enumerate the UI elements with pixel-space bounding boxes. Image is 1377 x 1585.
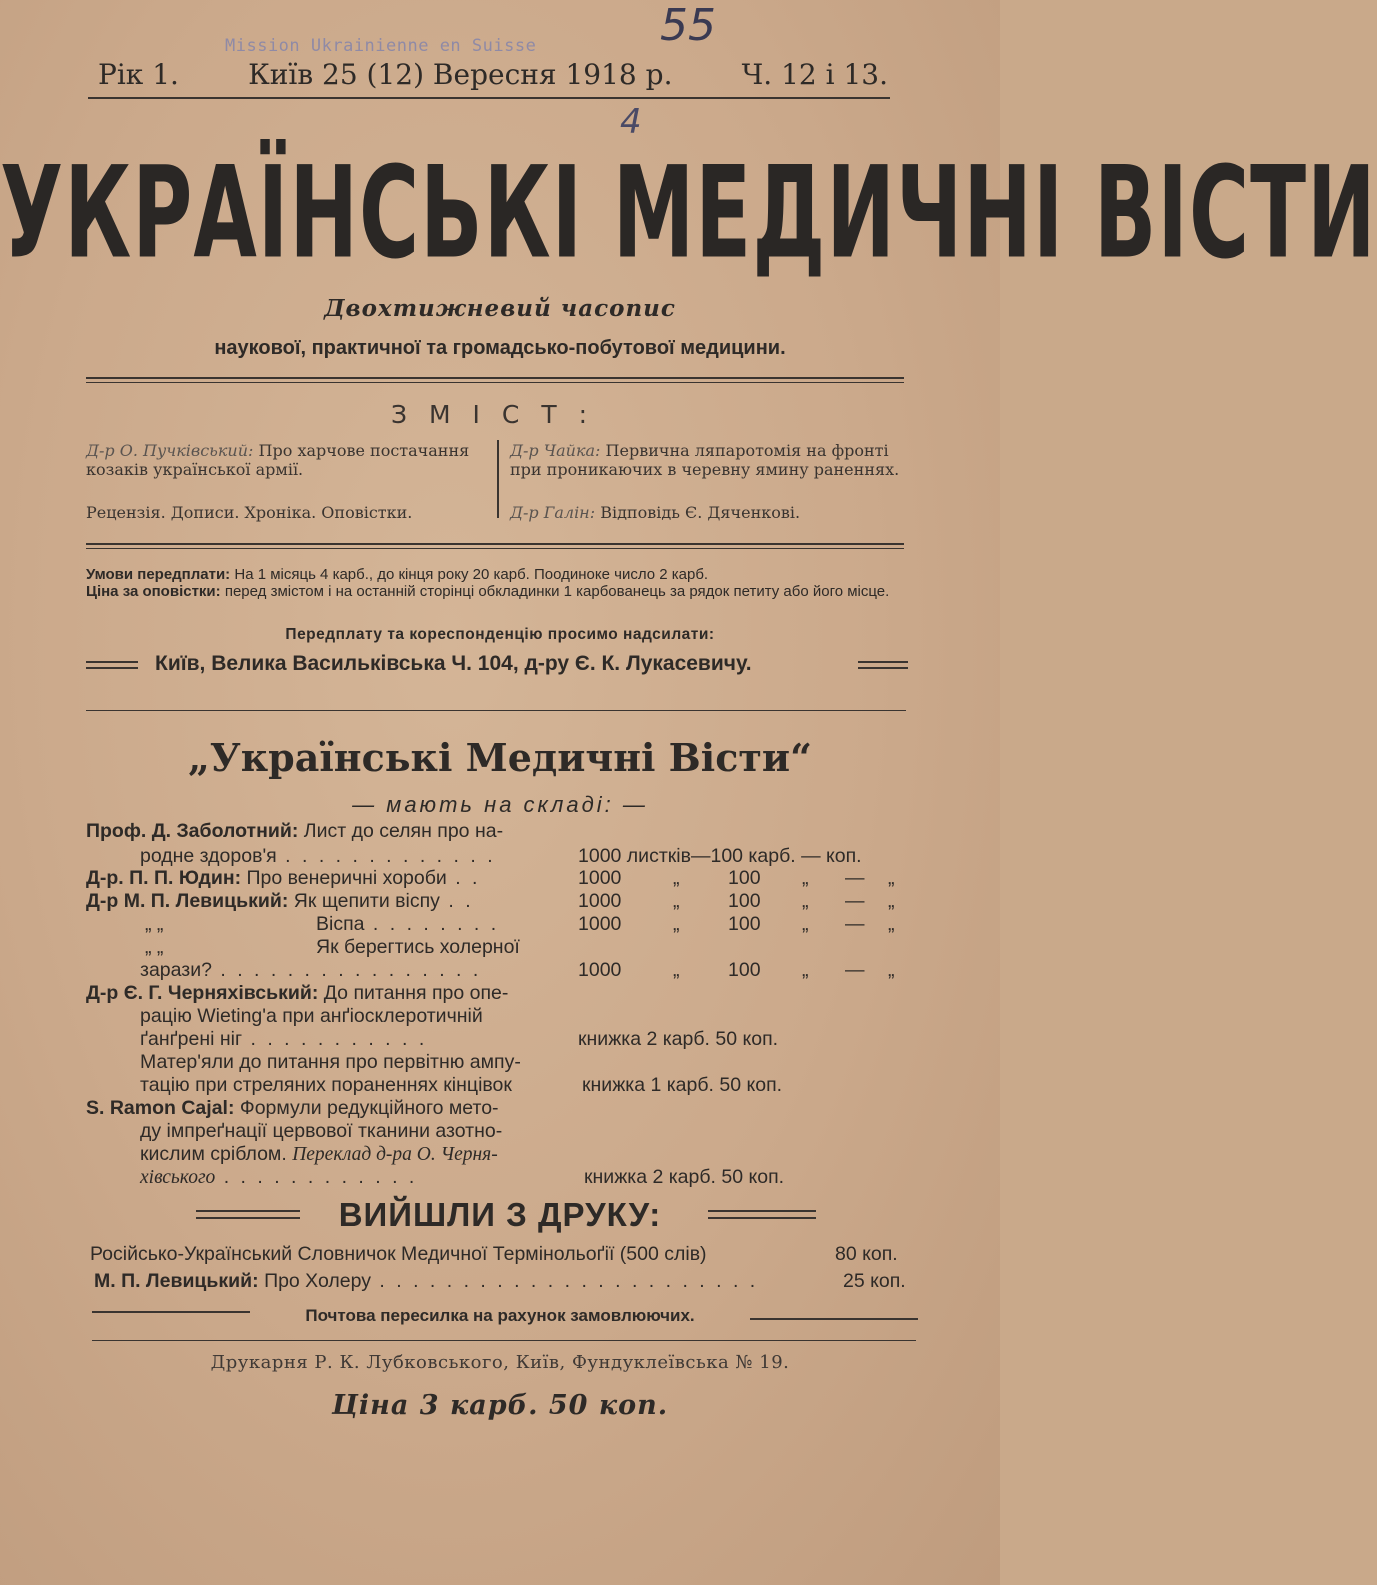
item-title: Як берегтись холерної	[316, 936, 520, 958]
ditto-mark: „	[673, 959, 680, 981]
ditto-mark: „	[888, 890, 895, 912]
divider	[858, 661, 908, 663]
dash: —	[845, 913, 865, 935]
item-title: Лист до селян про на-	[303, 820, 504, 842]
issue-year: Рік 1.	[98, 58, 179, 91]
ditto-mark: „	[802, 867, 809, 889]
dash: —	[845, 890, 865, 912]
item-title: тацію при стреляних пораненнях кінцівок	[140, 1074, 512, 1096]
catalogue-item	[145, 936, 163, 959]
ditto-mark: „	[802, 959, 809, 981]
masthead-title: УКРАЇНСЬКІ МЕДИЧНІ ВІСТИ	[0, 140, 1377, 288]
item-translator: хівського	[140, 1167, 216, 1188]
item-author: S. Ramon Cajal:	[86, 1097, 235, 1119]
printer-imprint: Друкарня Р. К. Лубковського, Київ, Фундуклеївська № 19.	[210, 1352, 790, 1373]
divider	[86, 710, 906, 711]
ads-text: перед змістом і на останній сторінці обкладинки 1 карбованець за рядок петиту або його місце.	[224, 583, 890, 600]
catalogue-item	[145, 913, 163, 936]
item-quantity: 1000	[578, 959, 622, 981]
catalogue-item-line: хівського . . . . . . . . . . . .	[140, 1166, 418, 1188]
divider	[86, 382, 904, 383]
ditto-mark: „	[888, 867, 895, 889]
catalogue-item-line: ґанґрені ніг . . . . . . . . . . .	[140, 1028, 428, 1050]
toc-title: Рецензія. Дописи. Хроніка. Оповістки.	[86, 503, 413, 522]
subscription-terms	[86, 566, 912, 600]
item-author: Д-р М. П. Левицький:	[86, 890, 289, 912]
editor-address: Київ, Велика Васильківська Ч. 104, д-ру Є. К. Лукасевичу.	[155, 652, 752, 675]
catalogue-item-line	[140, 1143, 498, 1166]
item-price: книжка 1 карб. 50 коп.	[582, 1074, 783, 1096]
ads-label: Ціна за оповістки:	[86, 583, 221, 600]
item-author: Д-р Є. Г. Черняхівський:	[86, 982, 319, 1004]
item-title: До питання про опе-	[323, 982, 509, 1004]
item-price: книжка 2 карб. 50 коп.	[578, 1028, 779, 1050]
ditto-mark: „	[888, 913, 895, 935]
item-author: Д-р. П. П. Юдин:	[86, 867, 242, 889]
catalogue-item: Д-р. П. П. Юдин: Про венеричні хороби . .	[86, 867, 481, 889]
handwritten-number: 55	[660, 0, 716, 51]
item-title: ду імпреґнації цервової тканини азотно-	[140, 1120, 503, 1142]
catalogue-item-line: Віспа . . . . . . . .	[316, 913, 500, 935]
catalogue-item	[86, 982, 508, 1005]
catalogue-item-line: зарази? . . . . . . . . . . . . . . . .	[140, 959, 482, 981]
handwritten-mark: 4	[620, 102, 642, 142]
ditto-mark: „	[888, 959, 895, 981]
item-translator: Переклад д-ра О. Черня-	[292, 1144, 498, 1165]
toc-author: Д-р Галін:	[510, 503, 596, 522]
item-price: 100	[728, 959, 761, 981]
item-title: Формули редукційного мето-	[239, 1097, 499, 1119]
ditto-mark: „	[673, 890, 680, 912]
toc-title: Про харчове постачання козаків української армії.	[86, 441, 470, 479]
item-author: „ „	[145, 913, 164, 935]
item-title: Віспа	[316, 913, 365, 935]
toc-author: Д-р О. Пучківський:	[86, 441, 254, 460]
item-price: 100	[728, 890, 761, 912]
item-quantity: 1000	[578, 913, 622, 935]
issue-place-date: Київ 25 (12) Вересня 1918 р.	[248, 58, 673, 91]
divider	[86, 667, 138, 669]
published-item	[90, 1243, 707, 1266]
postal-note: Почтова пересилка на рахунок замовлюючих.	[305, 1306, 695, 1325]
subtitle-topics: наукової, практичної та громадсько-побутової медицини.	[214, 337, 786, 359]
contents-heading: ЗМІСТ:	[390, 400, 610, 429]
issue-line	[98, 58, 888, 91]
item-price: 100	[728, 913, 761, 935]
item-title: кислим сріблом.	[140, 1143, 287, 1165]
item-quantity: 1000 листків—100 карб. — коп.	[578, 845, 862, 867]
send-instructions: Передплату та кореспонденцію просимо надсилати:	[285, 626, 715, 643]
subtitle-periodical: Двохтижневий часопис	[324, 295, 676, 322]
toc-author: Д-р Чайка:	[510, 441, 601, 460]
published-price: 80 коп.	[835, 1243, 898, 1265]
catalogue-item-line	[316, 936, 520, 959]
item-title: ґанґрені ніг	[140, 1028, 243, 1050]
divider	[858, 667, 908, 669]
divider	[708, 1217, 816, 1219]
toc-entry	[510, 503, 905, 522]
toc-entry	[510, 441, 905, 479]
published-title: Про Холеру	[264, 1270, 371, 1292]
ditto-mark: „	[802, 890, 809, 912]
terms-text: На 1 місяць 4 карб., до кінця року 20 карб. Поодиноке число 2 карб.	[234, 566, 709, 583]
ditto-mark: „	[673, 913, 680, 935]
catalogue-item: Д-р М. П. Левицький: Як щепити віспу . .	[86, 890, 474, 912]
ditto-mark: „	[802, 913, 809, 935]
issue-price: Ціна 3 карб. 50 коп.	[331, 1390, 669, 1421]
published-author: М. П. Левицький:	[94, 1270, 259, 1292]
item-title: Як щепити віспу	[293, 890, 440, 912]
stock-subtitle: — мають на складі: —	[352, 792, 648, 817]
catalogue-item-line: родне здоров'я . . . . . . . . . . . . .	[140, 845, 496, 867]
divider	[88, 97, 890, 99]
divider	[750, 1318, 918, 1320]
divider	[708, 1210, 816, 1212]
item-price: 100	[728, 867, 761, 889]
catalogue-item	[86, 1097, 499, 1120]
ditto-mark: „	[673, 867, 680, 889]
divider	[86, 661, 138, 663]
dash: —	[845, 867, 865, 889]
toc-title: Первична ляпаротомія на фронті при проникаючих в черевну ямину раненнях.	[510, 441, 900, 479]
item-quantity: 1000	[578, 867, 622, 889]
published-price: 25 коп.	[843, 1270, 906, 1292]
item-title: родне здоров'я	[140, 845, 277, 867]
toc-divider	[497, 440, 499, 518]
stock-title: „Українські Медичні Вісти“	[188, 735, 812, 780]
published-item: М. П. Левицький: Про Холеру . . . . . . . . . . . . . . . . . . . . . . .	[94, 1270, 759, 1292]
catalogue-item-line	[140, 1005, 483, 1028]
divider	[86, 377, 904, 379]
catalogue-item-line	[140, 1074, 512, 1097]
item-author: Проф. Д. Заболотний:	[86, 820, 299, 842]
catalogue-item-line	[140, 1120, 502, 1143]
item-author: „ „	[145, 936, 164, 958]
item-title: рацію Wieting'a при анґіосклеротичній	[140, 1005, 483, 1027]
item-price: книжка 2 карб. 50 коп.	[584, 1166, 785, 1188]
published-heading: ВИЙШЛИ З ДРУКУ:	[338, 1196, 662, 1233]
divider	[86, 548, 904, 549]
item-title: Про венеричні хороби	[246, 867, 447, 889]
divider	[92, 1340, 916, 1341]
terms-label: Умови передплати:	[86, 566, 231, 583]
issue-number: Ч. 12 і 13.	[741, 58, 888, 91]
item-title: зарази?	[140, 959, 212, 981]
library-stamp: Mission Ukrainienne en Suisse	[225, 36, 537, 56]
item-title: Матер'яли до питання про первітню ампу-	[140, 1051, 521, 1073]
toc-entry	[86, 503, 482, 522]
divider	[86, 543, 904, 545]
catalogue-item	[140, 1051, 521, 1074]
item-quantity: 1000	[578, 890, 622, 912]
dash: —	[845, 959, 865, 981]
toc-entry	[86, 441, 482, 479]
published-title: Російсько-Український Словничок Медичної Термінольоґії (500 слів)	[90, 1243, 707, 1265]
catalogue-item	[86, 820, 503, 843]
toc-title: Відповідь Є. Дяченкові.	[600, 503, 801, 522]
